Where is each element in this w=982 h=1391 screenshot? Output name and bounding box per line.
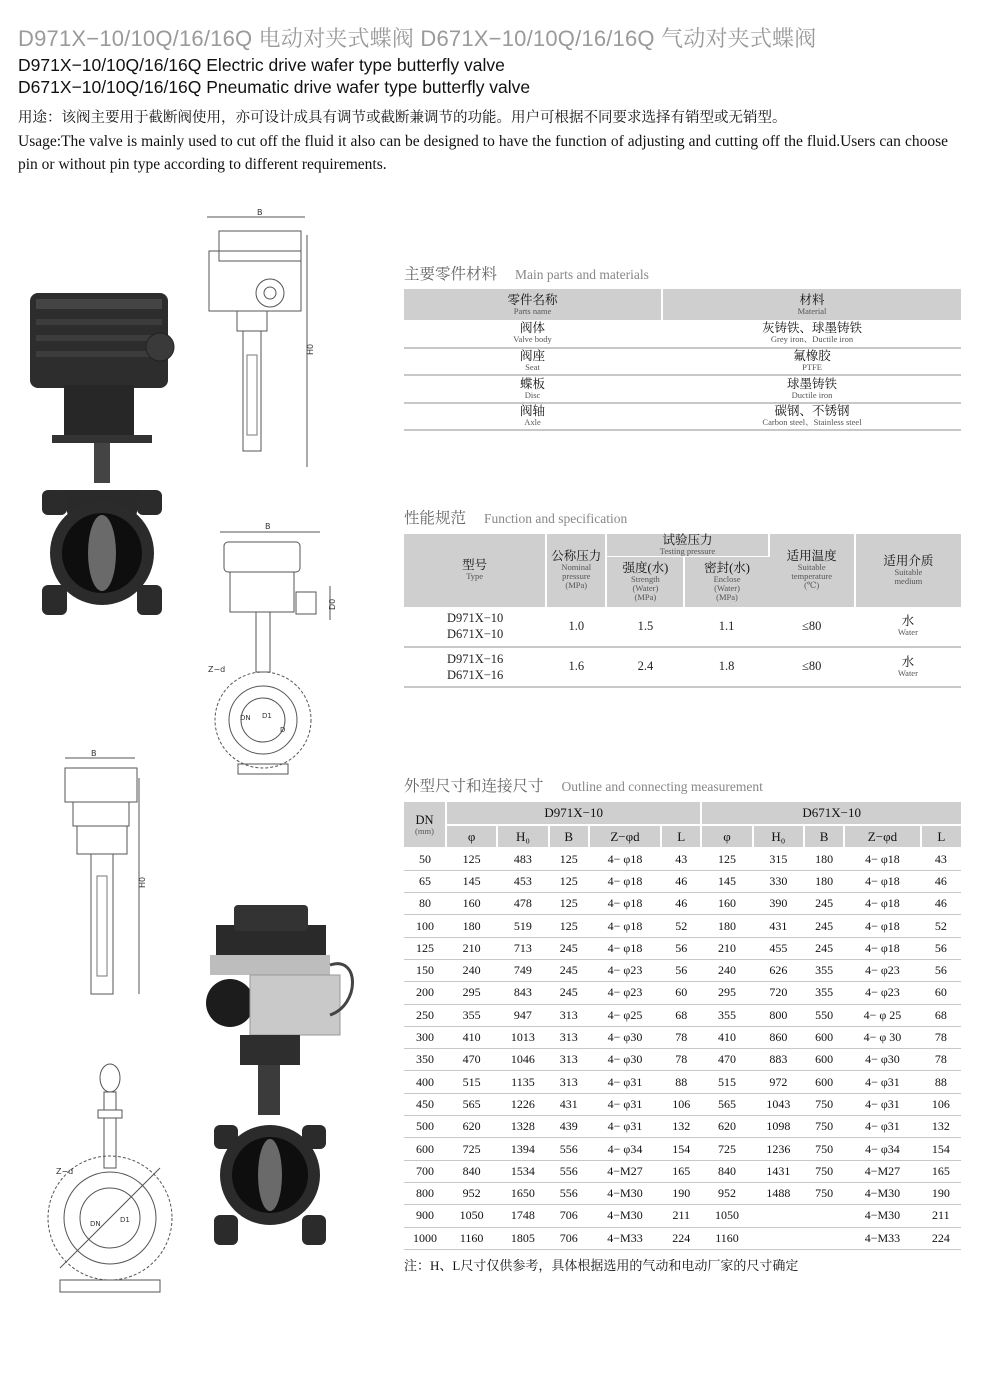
dims-cell: 330 xyxy=(753,870,804,892)
dims-cell xyxy=(753,1227,804,1249)
dims-cell: 860 xyxy=(753,1026,804,1048)
dims-cell: 720 xyxy=(753,982,804,1004)
dims-cell: 706 xyxy=(549,1205,589,1227)
dims-cell: 125 xyxy=(446,848,497,870)
dims-cell: 245 xyxy=(804,937,844,959)
dims-cell: 4− φ31 xyxy=(844,1093,920,1115)
dims-cell: 972 xyxy=(753,1071,804,1093)
dims-cell: 68 xyxy=(661,1004,701,1026)
dims-cell: 4−M33 xyxy=(589,1227,661,1249)
dims-cell: 355 xyxy=(804,959,844,981)
dims-note: 注：H、L尺寸仅供参考，具体根据选用的气动和电动厂家的尺寸确定 xyxy=(404,1258,799,1273)
dims-cell: 550 xyxy=(804,1004,844,1026)
dims-cell: 106 xyxy=(661,1093,701,1115)
dims-cell: 4− φ31 xyxy=(589,1093,661,1115)
dims-cell: 65 xyxy=(404,870,446,892)
dims-row xyxy=(404,1138,961,1160)
dims-col-header: Z−φd xyxy=(589,825,661,848)
dims-cell: 180 xyxy=(701,915,752,937)
page-title-en-pneumatic: D671X−10/10Q/16/16Q Pneumatic drive wafer type butterfly valve xyxy=(18,77,531,97)
dims-cell: 46 xyxy=(661,870,701,892)
pneumatic-valve-front-drawing xyxy=(40,1058,190,1298)
dims-group-electric: D971X−10 xyxy=(446,802,701,825)
spec-row: D971X−10 D671X−10 1.0 1.5 1.1 ≤80 水 Water xyxy=(404,607,961,647)
dims-cell: 46 xyxy=(921,893,961,915)
dims-cell: 750 xyxy=(804,1182,844,1204)
dims-row xyxy=(404,915,961,937)
dims-cell: 295 xyxy=(701,982,752,1004)
electric-valve-front-drawing xyxy=(200,520,340,780)
dims-group-pneumatic: D671X−10 xyxy=(701,802,961,825)
dims-cell: 4− φ31 xyxy=(589,1071,661,1093)
dims-cell: 145 xyxy=(701,870,752,892)
dims-cell: 78 xyxy=(921,1049,961,1071)
electric-valve-drawing xyxy=(195,205,325,470)
dims-row xyxy=(404,1093,961,1115)
dim-label-dn: DN xyxy=(240,714,251,722)
dims-cell: 565 xyxy=(446,1093,497,1115)
dims-cell: 750 xyxy=(804,1093,844,1115)
dims-cell: 1135 xyxy=(497,1071,548,1093)
dims-cell: 245 xyxy=(804,915,844,937)
dims-cell: 4−M30 xyxy=(844,1182,920,1204)
dims-row xyxy=(404,1182,961,1204)
dims-cell: 500 xyxy=(404,1116,446,1138)
dims-cell: 4− φ23 xyxy=(589,959,661,981)
dims-cell: 4− φ18 xyxy=(589,870,661,892)
dims-cell: 439 xyxy=(549,1116,589,1138)
dims-cell: 350 xyxy=(404,1049,446,1071)
dims-cell: 295 xyxy=(446,982,497,1004)
dims-row xyxy=(404,1116,961,1138)
dims-cell: 313 xyxy=(549,1049,589,1071)
dim-label-d: D xyxy=(280,726,286,734)
dims-cell: 565 xyxy=(701,1093,752,1115)
dim-label-b-2: B xyxy=(265,522,271,531)
dims-cell: 620 xyxy=(446,1116,497,1138)
dims-cell: 1226 xyxy=(497,1093,548,1115)
dims-cell: 706 xyxy=(549,1227,589,1249)
dims-cell: 4− φ18 xyxy=(844,870,920,892)
dims-row xyxy=(404,1026,961,1048)
dims-cell: 50 xyxy=(404,848,446,870)
dims-cell: 355 xyxy=(701,1004,752,1026)
dims-cell: 4− φ23 xyxy=(844,959,920,981)
dims-cell: 125 xyxy=(549,893,589,915)
dims-cell: 600 xyxy=(804,1049,844,1071)
dims-cell: 1050 xyxy=(446,1205,497,1227)
dims-cell: 313 xyxy=(549,1004,589,1026)
dims-cell: 4−M30 xyxy=(589,1182,661,1204)
dims-cell: 4− φ23 xyxy=(844,982,920,1004)
dims-cell: 4− φ18 xyxy=(589,915,661,937)
dims-cell: 725 xyxy=(701,1138,752,1160)
dims-cell: 4−M27 xyxy=(589,1160,661,1182)
dims-cell: 4− φ31 xyxy=(589,1116,661,1138)
dims-cell: 211 xyxy=(921,1205,961,1227)
dims-cell: 883 xyxy=(753,1049,804,1071)
dims-cell: 800 xyxy=(404,1182,446,1204)
dims-cell: 154 xyxy=(921,1138,961,1160)
dims-cell: 4− φ18 xyxy=(589,937,661,959)
dims-cell: 313 xyxy=(549,1026,589,1048)
dims-cell: 56 xyxy=(661,937,701,959)
dims-cell: 245 xyxy=(804,893,844,915)
dims-cell: 46 xyxy=(921,870,961,892)
dims-cell: 160 xyxy=(446,893,497,915)
dims-col-header: L xyxy=(921,825,961,848)
dims-cell: 78 xyxy=(921,1026,961,1048)
dims-cell: 725 xyxy=(446,1138,497,1160)
dims-cell: 750 xyxy=(804,1160,844,1182)
dim-label-h0-2: H0 xyxy=(138,876,147,888)
dims-cell: 56 xyxy=(921,937,961,959)
dims-cell: 80 xyxy=(404,893,446,915)
usage-text-cn: 用途：该阀主要用于截断阀使用，亦可设计成具有调节或截断兼调节的功能。用户可根据不同要求选择有销型或无销型。 xyxy=(18,110,787,126)
dims-cell: 840 xyxy=(701,1160,752,1182)
dims-row xyxy=(404,893,961,915)
dims-cell: 60 xyxy=(661,982,701,1004)
dims-cell: 453 xyxy=(497,870,548,892)
dims-cell xyxy=(804,1227,844,1249)
dims-col-header: φ xyxy=(446,825,497,848)
dims-cell: 519 xyxy=(497,915,548,937)
dims-cell: 400 xyxy=(404,1071,446,1093)
dim-label-b: B xyxy=(257,208,263,217)
parts-row: 阀座 Seat 氟橡胶 PTFE xyxy=(404,348,961,376)
dims-section-title: 外型尺寸和连接尺寸 Outline and connecting measurement xyxy=(404,778,763,795)
dims-cell: 483 xyxy=(497,848,548,870)
dims-cell: 4−M30 xyxy=(589,1205,661,1227)
dims-cell: 1534 xyxy=(497,1160,548,1182)
dims-cell: 125 xyxy=(549,870,589,892)
dims-cell: 210 xyxy=(701,937,752,959)
dims-cell: 180 xyxy=(804,848,844,870)
dims-cell: 1328 xyxy=(497,1116,548,1138)
dim-label-zd: Z−d xyxy=(208,665,226,674)
dims-row xyxy=(404,1160,961,1182)
dims-cell: 390 xyxy=(753,893,804,915)
dims-cell: 431 xyxy=(549,1093,589,1115)
dims-cell: 190 xyxy=(661,1182,701,1204)
dims-cell: 455 xyxy=(753,937,804,959)
dims-cell: 4− φ30 xyxy=(589,1026,661,1048)
dims-cell: 224 xyxy=(661,1227,701,1249)
dims-cell: 1748 xyxy=(497,1205,548,1227)
pneumatic-valve-drawing xyxy=(55,748,165,1000)
dims-cell: 52 xyxy=(921,915,961,937)
dim-label-zd-2: Z−d xyxy=(56,1167,74,1176)
dims-cell: 190 xyxy=(921,1182,961,1204)
dims-cell: 240 xyxy=(446,959,497,981)
spec-section-title: 性能规范 Function and specification xyxy=(404,510,628,527)
dims-cell: 750 xyxy=(804,1116,844,1138)
dims-cell: 713 xyxy=(497,937,548,959)
dims-cell: 52 xyxy=(661,915,701,937)
dims-cell: 68 xyxy=(921,1004,961,1026)
dims-cell: 43 xyxy=(921,848,961,870)
dims-cell: 4−M33 xyxy=(844,1227,920,1249)
dims-cell: 750 xyxy=(804,1138,844,1160)
parts-header-row: 零件名称 Parts name 材料 Material xyxy=(404,289,961,320)
dims-cell: 4−M27 xyxy=(844,1160,920,1182)
dims-cell: 600 xyxy=(404,1138,446,1160)
dims-cell: 1431 xyxy=(753,1160,804,1182)
dims-cell: 556 xyxy=(549,1138,589,1160)
dims-cell: 749 xyxy=(497,959,548,981)
parts-table xyxy=(404,289,961,431)
dims-cell: 4− φ31 xyxy=(844,1116,920,1138)
dims-cell: 78 xyxy=(661,1049,701,1071)
parts-section-title: 主要零件材料 Main parts and materials xyxy=(404,266,649,283)
dim-label-d1-2: D1 xyxy=(120,1216,130,1224)
dims-col-header: Z−φd xyxy=(844,825,920,848)
dims-cell: 1050 xyxy=(701,1205,752,1227)
dims-cell: 125 xyxy=(404,937,446,959)
dims-cell: 626 xyxy=(753,959,804,981)
dims-cell: 1043 xyxy=(753,1093,804,1115)
dims-cell xyxy=(753,1205,804,1227)
dims-row xyxy=(404,1227,961,1249)
dims-cell xyxy=(804,1205,844,1227)
dims-cell: 1488 xyxy=(753,1182,804,1204)
dims-cell: 470 xyxy=(446,1049,497,1071)
dims-cell: 78 xyxy=(661,1026,701,1048)
dims-row xyxy=(404,870,961,892)
dims-cell: 1046 xyxy=(497,1049,548,1071)
dims-cell: 245 xyxy=(549,937,589,959)
dims-cell: 56 xyxy=(921,959,961,981)
dims-cell: 840 xyxy=(446,1160,497,1182)
dims-cell: 1013 xyxy=(497,1026,548,1048)
dims-cell: 56 xyxy=(661,959,701,981)
dims-cell: 900 xyxy=(404,1205,446,1227)
dims-cell: 46 xyxy=(661,893,701,915)
spec-row: D971X−16 D671X−16 1.6 2.4 1.8 ≤80 水 Water xyxy=(404,647,961,687)
dims-cell: 160 xyxy=(701,893,752,915)
dims-cell: 600 xyxy=(804,1026,844,1048)
dim-label-h0: H0 xyxy=(306,343,315,355)
dims-row xyxy=(404,1071,961,1093)
parts-row: 蝶板 Disc 球墨铸铁 Ductile iron xyxy=(404,375,961,403)
dims-cell: 515 xyxy=(701,1071,752,1093)
spec-table: 型号 Type 公称压力 Nominal pressure (MPa) 试验压力 Testing pressure 适用温度 Suitable temperature (℃) 适用介质 Suitable medium 强度(水) Strength (Water) (MPa) 密封(水) Enclose (Water) (MPa) D971X−10 D671X−10 1.0 1.5 1.1 ≤80 水 Water D971X−16 D671X−16 1.6 2.4 1.8 ≤80 水 Water xyxy=(404,534,961,688)
dims-cell: 211 xyxy=(661,1205,701,1227)
dims-cell: 1098 xyxy=(753,1116,804,1138)
dims-cell: 1160 xyxy=(701,1227,752,1249)
page-title-en-electric: D971X−10/10Q/16/16Q Electric drive wafer type butterfly valve xyxy=(18,55,505,75)
dims-cell: 145 xyxy=(446,870,497,892)
dims-cell: 154 xyxy=(661,1138,701,1160)
dims-cell: 4− φ34 xyxy=(844,1138,920,1160)
dims-cell: 470 xyxy=(701,1049,752,1071)
dims-cell: 4− φ30 xyxy=(844,1049,920,1071)
dims-cell: 100 xyxy=(404,915,446,937)
dims-cell: 125 xyxy=(701,848,752,870)
dims-col-header: B xyxy=(549,825,589,848)
dims-cell: 313 xyxy=(549,1071,589,1093)
dims-cell: 1236 xyxy=(753,1138,804,1160)
dims-cell: 4− φ30 xyxy=(589,1049,661,1071)
dims-cell: 132 xyxy=(661,1116,701,1138)
dims-cell: 60 xyxy=(921,982,961,1004)
dims-cell: 4− φ18 xyxy=(844,937,920,959)
dims-cell: 88 xyxy=(921,1071,961,1093)
dims-cell: 180 xyxy=(804,870,844,892)
dims-cell: 4− φ18 xyxy=(844,848,920,870)
dims-col-header: H₀ xyxy=(753,825,804,848)
dims-cell: 4− φ18 xyxy=(589,848,661,870)
dims-cell: 4− φ31 xyxy=(844,1071,920,1093)
dims-cell: 4− φ23 xyxy=(589,982,661,1004)
dims-cell: 4−M30 xyxy=(844,1205,920,1227)
parts-row: 阀轴 Axle 碳钢、不锈钢 Carbon steel、Stainless steel xyxy=(404,403,961,431)
dims-cell: 4− φ18 xyxy=(589,893,661,915)
dims-cell: 800 xyxy=(753,1004,804,1026)
dims-table: DN (mm) D971X−10 D671X−10 φ H₀ B Z−φd L φ H₀ B Z−φd L 50 125 483 125 4− φ18 43 125 315 180 4− φ18 43 65 145 453 125 4− φ18 46 145 330 180 4− φ18 46 80 160 478 125 4− φ18 46 160 390 245 4− φ18 46 100 180 519 125 4− φ18 52 180 431 245 4− φ18 52 125 210 713 245 4− φ18 56 210 455 245 4− φ18 56 150 240 749 245 4− φ23 56 240 626 355 4− φ23 56 200 295 843 245 4− φ23 60 295 720 355 4− φ23 60 250 355 947 313 4− φ25 68 355 800 550 4− φ 25 68 300 410 1013 313 4− φ30 78 410 860 600 4− φ 30 78 350 470 1046 313 4− φ30 78 470 883 600 4− φ30 78 400 515 1135 313 4− φ31 88 515 972 600 4− φ31 88 450 565 1226 431 4− φ31 106 565 1043 750 4− φ31 106 500 620 1328 439 4− φ31 132 620 1098 750 4− φ31 132 600 725 1394 556 4− φ34 154 725 1236 750 4− φ34 154 700 840 1534 556 4−M27 165 840 1431 750 4−M27 165 800 952 1650 556 4−M30 190 952 1488 750 4−M30 190 900 1050 1748 706 4−M30 211 1050 4−M30 211 1000 1160 1805 706 4−M33 224 1160 4−M33 224 xyxy=(404,802,961,1250)
dim-label-b-3: B xyxy=(91,749,97,758)
dims-cell: 952 xyxy=(446,1182,497,1204)
dims-cell: 1394 xyxy=(497,1138,548,1160)
dims-cell: 4− φ18 xyxy=(844,915,920,937)
dims-cell: 125 xyxy=(549,848,589,870)
dims-cell: 4− φ18 xyxy=(844,893,920,915)
dims-row xyxy=(404,1205,961,1227)
dims-cell: 947 xyxy=(497,1004,548,1026)
dims-cell: 952 xyxy=(701,1182,752,1204)
page-title-cn: D971X−10/10Q/16/16Q 电动对夹式蝶阀 D671X−10/10Q/16/16Q 气动对夹式蝶阀 xyxy=(18,26,817,51)
dims-cell: 4− φ 30 xyxy=(844,1026,920,1048)
dims-cell: 600 xyxy=(804,1071,844,1093)
dims-cell: 1000 xyxy=(404,1227,446,1249)
electric-valve-photo xyxy=(22,285,182,630)
dims-row xyxy=(404,848,961,870)
dims-cell: 200 xyxy=(404,982,446,1004)
dims-cell: 4− φ 25 xyxy=(844,1004,920,1026)
dims-cell: 1805 xyxy=(497,1227,548,1249)
dims-cell: 210 xyxy=(446,937,497,959)
dims-cell: 620 xyxy=(701,1116,752,1138)
usage-text-en: Usage:The valve is mainly used to cut off the fluid it also can be designed to have the function of adjusting and cutting off the fluid.Users can choose pin or without pin type according to different requirements. xyxy=(18,133,948,173)
dims-cell: 300 xyxy=(404,1026,446,1048)
dims-cell: 450 xyxy=(404,1093,446,1115)
dims-cell: 355 xyxy=(804,982,844,1004)
dims-cell: 88 xyxy=(661,1071,701,1093)
dims-cell: 150 xyxy=(404,959,446,981)
dims-cell: 224 xyxy=(921,1227,961,1249)
dims-cell: 1160 xyxy=(446,1227,497,1249)
dims-cell: 431 xyxy=(753,915,804,937)
dims-cell: 43 xyxy=(661,848,701,870)
dims-cell: 165 xyxy=(661,1160,701,1182)
dims-cell: 106 xyxy=(921,1093,961,1115)
dims-cell: 700 xyxy=(404,1160,446,1182)
dims-col-header: φ xyxy=(701,825,752,848)
dims-cell: 315 xyxy=(753,848,804,870)
dims-row xyxy=(404,937,961,959)
dims-cell: 4− φ25 xyxy=(589,1004,661,1026)
dims-row xyxy=(404,959,961,981)
dims-cell: 250 xyxy=(404,1004,446,1026)
dims-cell: 1650 xyxy=(497,1182,548,1204)
dims-cell: 245 xyxy=(549,982,589,1004)
dims-cell: 355 xyxy=(446,1004,497,1026)
dims-cell: 410 xyxy=(446,1026,497,1048)
dims-cell: 4− φ34 xyxy=(589,1138,661,1160)
dims-cell: 515 xyxy=(446,1071,497,1093)
dims-row xyxy=(404,1049,961,1071)
dims-cell: 125 xyxy=(549,915,589,937)
dims-cell: 165 xyxy=(921,1160,961,1182)
dims-row xyxy=(404,982,961,1004)
dims-cell: 556 xyxy=(549,1182,589,1204)
dims-cell: 478 xyxy=(497,893,548,915)
dims-cell: 843 xyxy=(497,982,548,1004)
dims-col-header: B xyxy=(804,825,844,848)
dims-cell: 245 xyxy=(549,959,589,981)
dims-cell: 132 xyxy=(921,1116,961,1138)
dim-label-dn-2: DN xyxy=(90,1220,101,1228)
pneumatic-valve-photo xyxy=(200,895,360,1255)
dims-cell: 180 xyxy=(446,915,497,937)
dims-col-header: L xyxy=(661,825,701,848)
dim-label-d0: D0 xyxy=(328,598,337,610)
dims-cell: 240 xyxy=(701,959,752,981)
dims-cell: 410 xyxy=(701,1026,752,1048)
dims-col-header: H₀ xyxy=(497,825,548,848)
parts-row: 阀体 Valve body 灰铸铁、球墨铸铁 Grey iron、Ductile iron xyxy=(404,320,961,348)
dim-label-d1: D1 xyxy=(262,712,272,720)
dims-row xyxy=(404,1004,961,1026)
dims-cell: 556 xyxy=(549,1160,589,1182)
